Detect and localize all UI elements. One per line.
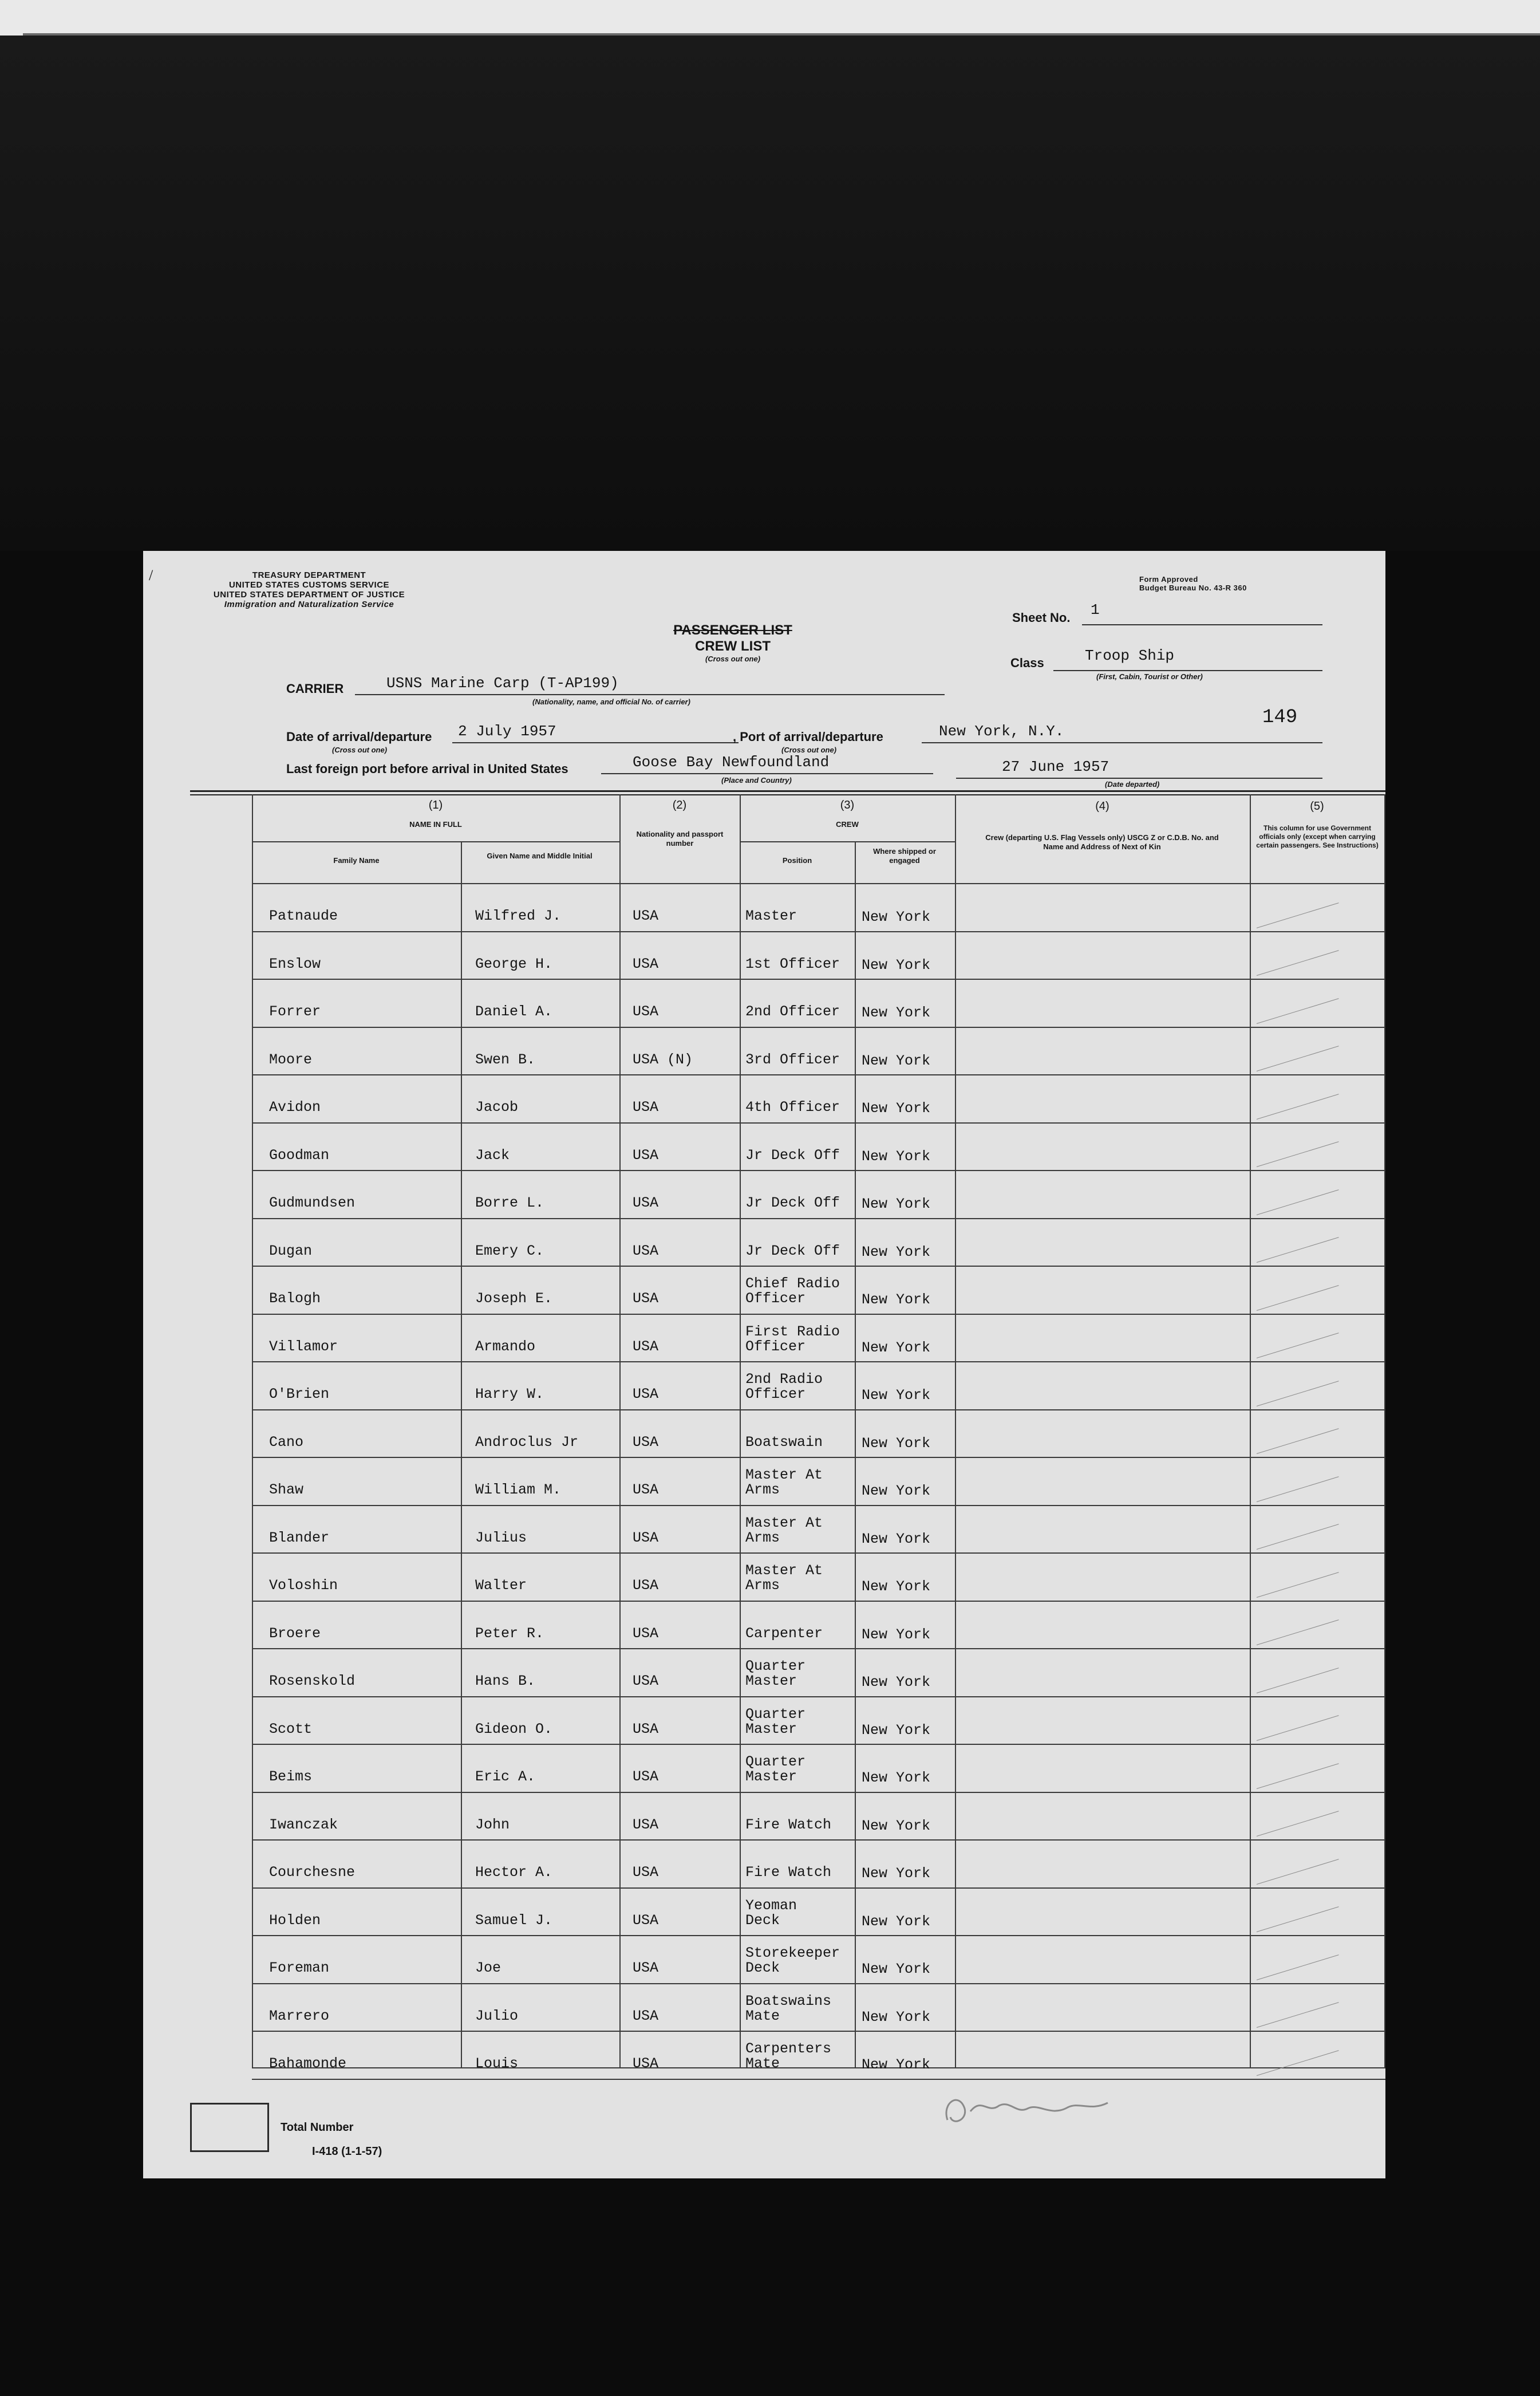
form-approved-text: Form Approved [1139,575,1198,584]
given-name-cell: Joseph E. [475,1290,553,1307]
title-note: (Cross out one) [705,655,761,663]
col3-title: CREW [836,820,859,829]
where-shipped-cell: New York [862,1674,931,1690]
official-column-check-mark [1257,1763,1339,1789]
col4-number: (4) [1095,800,1109,813]
carrier-value: USNS Marine Carp (T-AP199) [386,675,619,692]
nationality-cell: USA [633,1625,659,1642]
last-port-note: (Place and Country) [721,776,792,785]
list-title-block [647,622,819,663]
official-column-check-mark [1257,950,1339,976]
sheet-underline [1082,624,1322,625]
given-name-cell: Harry W. [475,1386,544,1402]
where-shipped-cell: New York [862,1196,931,1212]
official-column-check-mark [1257,1476,1339,1502]
row-rule [252,1122,1385,1124]
where-shipped-cell: New York [862,1578,931,1595]
nationality-cell: USA [633,1673,659,1689]
position-cell-line2: Mate [745,2008,780,2024]
nationality-cell: USA [633,1147,659,1164]
date-departed-underline [956,778,1322,779]
class-value: Troop Ship [1085,647,1175,664]
family-name-cell: Shaw [269,1481,304,1498]
col1-number: (1) [428,799,443,811]
official-column-check-mark [1257,1524,1339,1550]
family-name-cell: Courchesne [269,1864,356,1881]
col-divider-nationality [619,794,621,2068]
last-port-value: Goose Bay Newfoundland [633,754,830,771]
crew-list-document [143,551,1385,2178]
family-name-cell: Balogh [269,1290,321,1307]
sheet-value: 1 [1091,601,1100,618]
where-shipped-cell: New York [862,1626,931,1643]
nationality-cell: USA [633,1912,659,1929]
nationality-cell: USA (N) [633,1051,693,1068]
where-shipped-cell: New York [862,1483,931,1499]
sheet-label: Sheet No. [1012,610,1071,625]
position-cell-line2: Master [745,1721,797,1737]
family-name-cell: Villamor [269,1338,338,1355]
agency-line: UNITED STATES DEPARTMENT OF JUSTICE [213,590,405,600]
position-cell-line1: Boatswains [745,1993,832,2009]
position-cell-line1: Quarter [745,1658,806,1674]
position-cell-line1: Master At [745,1515,823,1531]
family-name-cell: Holden [269,1912,321,1929]
position-cell-line1: First Radio [745,1323,840,1340]
date-departed-note: (Date departed) [1105,780,1160,789]
given-name-cell: George H. [475,956,553,972]
family-name-cell: Moore [269,1051,313,1068]
position-cell: 1st Officer [745,956,840,972]
given-name-cell: Wilfred J. [475,908,562,924]
position-cell-line2: Mate [745,2055,780,2072]
col-divider-official [1250,794,1251,2068]
date-label: Date of arrival/departure [286,730,432,744]
family-name-cell: Beims [269,1768,313,1785]
position-cell-line2: Officer [745,1386,806,1402]
position-cell: 2nd Officer [745,1003,840,1020]
col-divider-given [461,841,462,2068]
agency-block [200,570,418,609]
family-name-cell: Marrero [269,2008,330,2024]
nationality-cell: USA [633,1434,659,1451]
form-number: I-418 (1-1-57) [312,2145,382,2158]
row-rule [252,1361,1385,1362]
col5-number: (5) [1310,800,1324,813]
row-rule [252,1218,1385,1219]
nationality-cell: USA [633,1577,659,1594]
given-name-cell: Julio [475,2008,519,2024]
where-shipped-cell: New York [862,909,931,925]
col1-title: NAME IN FULL [409,820,462,829]
position-cell-line1: Yeoman [745,1897,797,1914]
family-name-cell: Dugan [269,1243,313,1259]
nationality-cell: USA [633,2008,659,2024]
title-struck: PASSENGER LIST [673,622,792,638]
position-cell-line1: Master At [745,1562,823,1579]
port-label: , Port of arrival/departure [733,730,883,744]
position-cell-line2: Arms [745,1481,780,1498]
row-rule [252,1983,1385,1984]
where-shipped-cell: New York [862,1865,931,1882]
row-rule [252,1457,1385,1458]
row-rule [252,1552,1385,1554]
where-shipped-cell: New York [862,1148,931,1165]
given-name-cell: Julius [475,1530,527,1546]
row-rule [252,1648,1385,1649]
scan-top-band [0,0,1540,36]
nationality-cell: USA [633,956,659,972]
position-cell-line2: Officer [745,1338,806,1355]
position-cell-line2: Arms [745,1530,780,1546]
row-rule [252,1505,1385,1506]
row-rule [252,1935,1385,1936]
position-cell-line1: Quarter [745,1753,806,1770]
position-cell: Master [745,908,797,924]
official-column-check-mark [1257,1859,1339,1885]
position-cell: Jr Deck Off [745,1147,840,1164]
nationality-cell: USA [633,1960,659,1976]
row-rule [252,1027,1385,1028]
given-name-cell: Peter R. [475,1625,544,1642]
family-name-cell: Gudmundsen [269,1195,356,1211]
where-shipped-cell: New York [862,1531,931,1547]
family-name-cell: O'Brien [269,1386,330,1402]
official-column-check-mark [1257,1619,1339,1645]
position-cell-line2: Master [745,1768,797,1785]
table-top-rule [190,790,1385,792]
given-name-cell: Joe [475,1960,502,1976]
nationality-cell: USA [633,2055,659,2072]
family-name-cell: Scott [269,1721,313,1737]
position-cell-line2: Arms [745,1577,780,1594]
official-column-check-mark [1257,1954,1339,1980]
nationality-cell: USA [633,1099,659,1116]
family-name-cell: Rosenskold [269,1673,356,1689]
where-shipped-cell: New York [862,2056,931,2073]
nationality-cell: USA [633,1721,659,1737]
position-cell: Fire Watch [745,1864,832,1881]
table-bottom-rule [252,2067,1385,2068]
title-crew-list: CREW LIST [695,639,771,654]
given-name-cell: Walter [475,1577,527,1594]
given-name-cell: Swen B. [475,1051,536,1068]
official-column-check-mark [1257,1237,1339,1263]
given-name-cell: Hans B. [475,1673,536,1689]
official-column-check-mark [1257,1141,1339,1167]
agency-line: TREASURY DEPARTMENT [252,570,366,580]
given-name-cell: Gideon O. [475,1721,553,1737]
where-shipped-cell: New York [862,2009,931,2025]
last-port-label: Last foreign port before arrival in United States [286,762,568,776]
official-column-check-mark [1257,1094,1339,1120]
col5-title: This column for use Government officials only (except when carrying certain passengers. See Instructions) [1256,824,1379,849]
official-column-check-mark [1257,1428,1339,1454]
given-name-cell: Emery C. [475,1243,544,1259]
row-rule [252,1409,1385,1410]
where-shipped-cell: New York [862,1722,931,1739]
where-shipped-cell: New York [862,1004,931,1021]
nationality-cell: USA [633,1864,659,1881]
row-rule [252,979,1385,980]
family-name-cell: Foreman [269,1960,330,1976]
position-cell-line1: Chief Radio [745,1275,840,1292]
family-name-cell: Forrer [269,1003,321,1020]
official-column-check-mark [1257,2050,1339,2076]
nationality-cell: USA [633,1290,659,1307]
nationality-cell: USA [633,1768,659,1785]
nationality-cell: USA [633,1530,659,1546]
given-name-cell: Daniel A. [475,1003,553,1020]
official-column-check-mark [1257,1381,1339,1406]
col-divider-kin [955,794,956,2068]
family-name-cell: Goodman [269,1147,330,1164]
crew-table [252,794,1385,2073]
position-cell-line1: Carpenters [745,2040,832,2057]
table-border-right [1384,794,1385,2068]
date-underline [452,742,739,743]
where-shipped-header: Where shipped or engaged [873,847,936,865]
position-cell-line2: Master [745,1673,797,1689]
last-port-underline [601,773,933,774]
carrier-note: (Nationality, name, and official No. of carrier) [532,697,690,706]
official-column-check-mark [1257,1333,1339,1358]
carrier-label: CARRIER [286,681,344,696]
given-name-header: Given Name and Middle Initial [487,852,593,860]
position-cell: 4th Officer [745,1099,840,1116]
position-cell-line1: 2nd Radio [745,1371,823,1388]
agency-line: Immigration and Naturalization Service [224,600,394,609]
header-bottom-rule [252,883,1385,884]
position-header: Position [782,856,812,865]
official-column-check-mark [1257,1668,1339,1693]
position-cell: Fire Watch [745,1816,832,1833]
nationality-cell: USA [633,1243,659,1259]
nationality-cell: USA [633,1386,659,1402]
signature-scrawl [936,2086,1125,2137]
row-rule [252,1839,1385,1841]
official-column-check-mark [1257,1811,1339,1837]
official-column-check-mark [1257,1572,1339,1598]
position-cell-line1: Quarter [745,1706,806,1723]
official-column-check-mark [1257,1046,1339,1071]
given-name-cell: William M. [475,1481,562,1498]
where-shipped-cell: New York [862,1435,931,1452]
position-cell: Boatswain [745,1434,823,1451]
col3-number: (3) [840,799,855,811]
where-shipped-cell: New York [862,1818,931,1834]
family-name-cell: Patnaude [269,908,338,924]
row-rule [252,1887,1385,1889]
position-cell: Jr Deck Off [745,1195,840,1211]
where-shipped-cell: New York [862,1387,931,1404]
position-cell: Carpenter [745,1625,823,1642]
where-shipped-cell: New York [862,1100,931,1117]
family-name-cell: Bahamonde [269,2055,347,2072]
where-shipped-cell: New York [862,1961,931,1977]
position-cell-line2: Officer [745,1290,806,1307]
class-note: (First, Cabin, Tourist or Other) [1096,672,1203,681]
family-name-header: Family Name [333,856,380,865]
col-divider-where [855,841,856,2068]
col-divider-crew [740,794,741,2068]
where-shipped-cell: New York [862,1053,931,1069]
nationality-cell: USA [633,1481,659,1498]
official-column-check-mark [1257,1285,1339,1311]
official-column-check-mark [1257,903,1339,928]
row-rule [252,931,1385,932]
row-rule [252,1074,1385,1075]
nationality-cell: USA [633,1195,659,1211]
nationality-cell: USA [633,1338,659,1355]
port-cross-note: (Cross out one) [781,746,837,754]
given-name-cell: Eric A. [475,1768,536,1785]
position-cell-line2: Deck [745,1912,780,1929]
official-column-check-mark [1257,1715,1339,1741]
position-cell: Jr Deck Off [745,1243,840,1259]
agency-line: UNITED STATES CUSTOMS SERVICE [228,580,390,590]
class-label: Class [1010,656,1044,670]
total-number-box [190,2103,269,2152]
given-name-cell: John [475,1816,510,1833]
where-shipped-cell: New York [862,957,931,974]
row-rule [252,2031,1385,2032]
corner-mark: / [149,567,153,584]
table-border-left [252,794,253,2068]
where-shipped-cell: New York [862,1244,931,1260]
total-number-label: Total Number [281,2121,354,2134]
date-cross-note: (Cross out one) [332,746,388,754]
where-shipped-cell: New York [862,1339,931,1356]
given-name-cell: Borre L. [475,1195,544,1211]
where-shipped-cell: New York [862,1770,931,1786]
given-name-cell: Androclus Jr [475,1434,579,1451]
family-name-cell: Blander [269,1530,330,1546]
form-approved-block [1139,575,1247,592]
given-name-cell: Samuel J. [475,1912,553,1929]
given-name-cell: Hector A. [475,1864,553,1881]
stamp-number: 149 [1262,707,1298,728]
port-underline [922,742,1322,743]
position-cell-line1: Storekeeper [745,1945,840,1961]
given-name-cell: Louis [475,2055,519,2072]
official-column-check-mark [1257,1906,1339,1932]
scan-dark-background [0,36,1540,551]
row-rule [252,1266,1385,1267]
official-column-check-mark [1257,2002,1339,2028]
row-rule [252,2079,1385,2080]
date-value: 2 July 1957 [458,723,556,740]
family-name-cell: Enslow [269,956,321,972]
row-rule [252,1792,1385,1793]
family-name-cell: Iwanczak [269,1816,338,1833]
col2-number: (2) [672,799,687,811]
official-column-check-mark [1257,998,1339,1024]
nationality-cell: USA [633,1003,659,1020]
carrier-underline [355,694,945,695]
row-rule [252,1744,1385,1745]
family-name-cell: Avidon [269,1099,321,1116]
given-name-cell: Jacob [475,1099,519,1116]
where-shipped-cell: New York [862,1291,931,1308]
col4-title: Crew (departing U.S. Flag Vessels only) USCG Z or C.D.B. No. and Name and Address of Next of Kin [985,833,1219,851]
where-shipped-cell: New York [862,1913,931,1930]
row-rule [252,1170,1385,1171]
col2-title: Nationality and passport number [636,830,724,848]
family-name-cell: Broere [269,1625,321,1642]
row-rule [252,1696,1385,1697]
position-cell-line2: Deck [745,1960,780,1976]
position-cell: 3rd Officer [745,1051,840,1068]
row-rule [252,1314,1385,1315]
nationality-cell: USA [633,908,659,924]
subheader-rule-names [252,841,619,842]
date-departed-value: 27 June 1957 [1002,758,1109,775]
position-cell-line1: Master At [745,1467,823,1483]
nationality-cell: USA [633,1816,659,1833]
given-name-cell: Jack [475,1147,510,1164]
official-column-check-mark [1257,1189,1339,1215]
class-underline [1053,670,1322,671]
family-name-cell: Voloshin [269,1577,338,1594]
family-name-cell: Cano [269,1434,304,1451]
port-value: New York, N.Y. [939,723,1064,740]
budget-bureau-text: Budget Bureau No. 43-R 360 [1139,584,1247,592]
subheader-rule-crew [740,841,955,842]
row-rule [252,1601,1385,1602]
given-name-cell: Armando [475,1338,536,1355]
